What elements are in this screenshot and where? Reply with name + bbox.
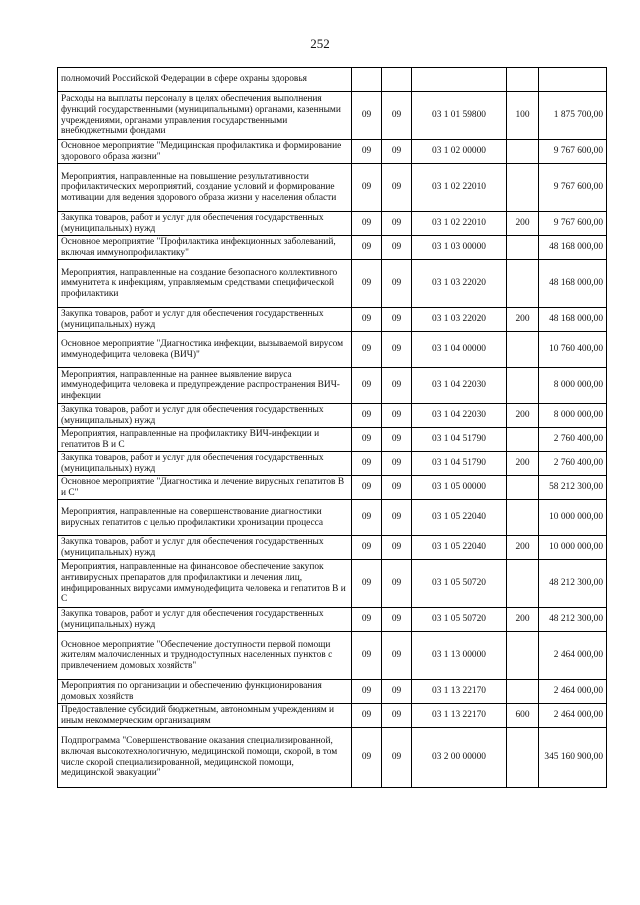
subsection-code-cell: 09 bbox=[382, 260, 412, 308]
amount-cell: 8 000 000,00 bbox=[539, 368, 607, 404]
table-row bbox=[58, 140, 607, 164]
section-code-cell: 09 bbox=[352, 704, 382, 728]
subsection-code-cell: 09 bbox=[382, 164, 412, 212]
subsection-code-cell: 09 bbox=[382, 236, 412, 260]
target-article-cell: 03 1 04 51790 bbox=[412, 428, 507, 452]
target-article-cell: 03 1 03 22020 bbox=[412, 260, 507, 308]
expense-name-cell: Мероприятия по организации и обеспечению функционирования домовых хозяйств bbox=[58, 680, 352, 704]
expense-type-cell: 200 bbox=[507, 308, 539, 332]
expense-type-cell bbox=[507, 68, 539, 92]
amount-cell: 9 767 600,00 bbox=[539, 140, 607, 164]
subsection-code-cell: 09 bbox=[382, 728, 412, 788]
amount-cell: 9 767 600,00 bbox=[539, 164, 607, 212]
expense-name-cell: Закупка товаров, работ и услуг для обеспечения государственных (муниципальных) нужд bbox=[58, 212, 352, 236]
table-row bbox=[58, 452, 607, 476]
expense-name-cell: Закупка товаров, работ и услуг для обеспечения государственных (муниципальных) нужд bbox=[58, 404, 352, 428]
table-row bbox=[58, 500, 607, 536]
table-row bbox=[58, 260, 607, 308]
expense-name-cell: Основное мероприятие "Диагностика и лечение вирусных гепатитов В и С" bbox=[58, 476, 352, 500]
table-row bbox=[58, 536, 607, 560]
expense-type-cell bbox=[507, 260, 539, 308]
expense-name-cell: Основное мероприятие "Обеспечение доступности первой помощи жителям малочисленных и труднодоступных населенных пунктов с привлечением домовых хозяйств" bbox=[58, 632, 352, 680]
subsection-code-cell: 09 bbox=[382, 332, 412, 368]
target-article-cell: 03 1 04 00000 bbox=[412, 332, 507, 368]
table-row bbox=[58, 212, 607, 236]
subsection-code-cell: 09 bbox=[382, 704, 412, 728]
expense-type-cell bbox=[507, 632, 539, 680]
subsection-code-cell: 09 bbox=[382, 452, 412, 476]
section-code-cell: 09 bbox=[352, 608, 382, 632]
subsection-code-cell: 09 bbox=[382, 680, 412, 704]
expense-name-cell: Мероприятия, направленные на повышение результативности профилактических мероприятий, создание условий и формирование мотивации для ведения здорового образа жизни у населения области bbox=[58, 164, 352, 212]
target-article-cell: 03 1 01 59800 bbox=[412, 92, 507, 140]
table-row bbox=[58, 92, 607, 140]
expense-name-cell: Закупка товаров, работ и услуг для обеспечения государственных (муниципальных) нужд bbox=[58, 308, 352, 332]
amount-cell: 48 168 000,00 bbox=[539, 260, 607, 308]
target-article-cell: 03 1 02 22010 bbox=[412, 164, 507, 212]
subsection-code-cell: 09 bbox=[382, 368, 412, 404]
expense-type-cell: 600 bbox=[507, 704, 539, 728]
target-article-cell: 03 1 04 22030 bbox=[412, 404, 507, 428]
expense-name-cell: Мероприятия, направленные на профилактику ВИЧ-инфекции и гепатитов В и С bbox=[58, 428, 352, 452]
section-code-cell: 09 bbox=[352, 404, 382, 428]
expense-type-cell: 200 bbox=[507, 404, 539, 428]
table-row bbox=[58, 236, 607, 260]
subsection-code-cell: 09 bbox=[382, 560, 412, 608]
expense-type-cell bbox=[507, 560, 539, 608]
expense-type-cell bbox=[507, 680, 539, 704]
expense-type-cell bbox=[507, 368, 539, 404]
expense-type-cell bbox=[507, 728, 539, 788]
amount-cell: 2 464 000,00 bbox=[539, 680, 607, 704]
expense-type-cell: 200 bbox=[507, 212, 539, 236]
subsection-code-cell: 09 bbox=[382, 632, 412, 680]
table-row bbox=[58, 680, 607, 704]
expense-type-cell bbox=[507, 476, 539, 500]
amount-cell bbox=[539, 68, 607, 92]
table-row bbox=[58, 476, 607, 500]
expense-name-cell: Закупка товаров, работ и услуг для обеспечения государственных (муниципальных) нужд bbox=[58, 536, 352, 560]
expense-name-cell: Мероприятия, направленные на финансовое обеспечение закупок антивирусных препаратов для профилактики и лечения лиц, инфицированных вирусами иммунодефицита человека и гепатитов В и С bbox=[58, 560, 352, 608]
expense-type-cell bbox=[507, 500, 539, 536]
subsection-code-cell: 09 bbox=[382, 404, 412, 428]
expense-name-cell: Основное мероприятие "Диагностика инфекции, вызываемой вирусом иммунодефицита человека (ВИЧ)" bbox=[58, 332, 352, 368]
table-row bbox=[58, 704, 607, 728]
subsection-code-cell: 09 bbox=[382, 92, 412, 140]
budget-table-body bbox=[58, 68, 607, 788]
section-code-cell: 09 bbox=[352, 680, 382, 704]
amount-cell: 10 000 000,00 bbox=[539, 536, 607, 560]
expense-name-cell: Подпрограмма "Совершенствование оказания специализированной, включая высокотехнологичную, медицинской помощи, скорой, в том числе скорой специализированной, медицинской помощи, медицинской эвакуации" bbox=[58, 728, 352, 788]
expense-name-cell: Закупка товаров, работ и услуг для обеспечения государственных (муниципальных) нужд bbox=[58, 452, 352, 476]
expense-name-cell: Предоставление субсидий бюджетным, автономным учреждениям и иным некоммерческим организациям bbox=[58, 704, 352, 728]
target-article-cell bbox=[412, 68, 507, 92]
subsection-code-cell: 09 bbox=[382, 500, 412, 536]
expense-type-cell bbox=[507, 164, 539, 212]
expense-type-cell: 200 bbox=[507, 452, 539, 476]
table-row bbox=[58, 332, 607, 368]
table-row bbox=[58, 428, 607, 452]
expense-type-cell bbox=[507, 428, 539, 452]
amount-cell: 10 000 000,00 bbox=[539, 500, 607, 536]
amount-cell: 2 760 400,00 bbox=[539, 452, 607, 476]
target-article-cell: 03 1 05 50720 bbox=[412, 560, 507, 608]
amount-cell: 8 000 000,00 bbox=[539, 404, 607, 428]
amount-cell: 1 875 700,00 bbox=[539, 92, 607, 140]
amount-cell: 2 464 000,00 bbox=[539, 632, 607, 680]
section-code-cell: 09 bbox=[352, 332, 382, 368]
section-code-cell bbox=[352, 68, 382, 92]
table-row bbox=[58, 164, 607, 212]
section-code-cell: 09 bbox=[352, 632, 382, 680]
table-row bbox=[58, 728, 607, 788]
page-number: 252 bbox=[310, 36, 330, 51]
amount-cell: 48 168 000,00 bbox=[539, 308, 607, 332]
table-row bbox=[58, 68, 607, 92]
table-row bbox=[58, 560, 607, 608]
section-code-cell: 09 bbox=[352, 536, 382, 560]
amount-cell: 9 767 600,00 bbox=[539, 212, 607, 236]
subsection-code-cell: 09 bbox=[382, 428, 412, 452]
expense-name-cell: Основное мероприятие "Профилактика инфекционных заболеваний, включая иммунопрофилактику" bbox=[58, 236, 352, 260]
target-article-cell: 03 1 05 00000 bbox=[412, 476, 507, 500]
section-code-cell: 09 bbox=[352, 368, 382, 404]
section-code-cell: 09 bbox=[352, 260, 382, 308]
subsection-code-cell: 09 bbox=[382, 212, 412, 236]
subsection-code-cell: 09 bbox=[382, 608, 412, 632]
expense-type-cell bbox=[507, 140, 539, 164]
target-article-cell: 03 1 03 00000 bbox=[412, 236, 507, 260]
expense-name-cell: Мероприятия, направленные на раннее выявление вируса иммунодефицита человека и предупреждение распространения ВИЧ-инфекции bbox=[58, 368, 352, 404]
section-code-cell: 09 bbox=[352, 308, 382, 332]
expense-type-cell bbox=[507, 332, 539, 368]
subsection-code-cell bbox=[382, 68, 412, 92]
expense-type-cell: 200 bbox=[507, 536, 539, 560]
section-code-cell: 09 bbox=[352, 476, 382, 500]
budget-table bbox=[57, 67, 607, 788]
target-article-cell: 03 1 02 22010 bbox=[412, 212, 507, 236]
section-code-cell: 09 bbox=[352, 500, 382, 536]
expense-type-cell: 200 bbox=[507, 608, 539, 632]
table-row bbox=[58, 404, 607, 428]
target-article-cell: 03 2 00 00000 bbox=[412, 728, 507, 788]
target-article-cell: 03 1 13 22170 bbox=[412, 680, 507, 704]
expense-name-cell: полномочий Российской Федерации в сфере охраны здоровья bbox=[58, 68, 352, 92]
target-article-cell: 03 1 05 50720 bbox=[412, 608, 507, 632]
expense-name-cell: Мероприятия, направленные на совершенствование диагностики вирусных гепатитов с целью профилактики хронизации процесса bbox=[58, 500, 352, 536]
expense-name-cell: Закупка товаров, работ и услуг для обеспечения государственных (муниципальных) нужд bbox=[58, 608, 352, 632]
subsection-code-cell: 09 bbox=[382, 140, 412, 164]
expense-type-cell bbox=[507, 236, 539, 260]
section-code-cell: 09 bbox=[352, 728, 382, 788]
expense-name-cell: Расходы на выплаты персоналу в целях обеспечения выполнения функций государственными (муниципальными) органами, казенными учреждениями, органами управления государственными внебюджетными фондами bbox=[58, 92, 352, 140]
target-article-cell: 03 1 04 51790 bbox=[412, 452, 507, 476]
amount-cell: 2 760 400,00 bbox=[539, 428, 607, 452]
section-code-cell: 09 bbox=[352, 140, 382, 164]
table-row bbox=[58, 608, 607, 632]
target-article-cell: 03 1 04 22030 bbox=[412, 368, 507, 404]
section-code-cell: 09 bbox=[352, 560, 382, 608]
table-row bbox=[58, 368, 607, 404]
amount-cell: 48 168 000,00 bbox=[539, 236, 607, 260]
amount-cell: 345 160 900,00 bbox=[539, 728, 607, 788]
section-code-cell: 09 bbox=[352, 452, 382, 476]
section-code-cell: 09 bbox=[352, 236, 382, 260]
target-article-cell: 03 1 13 00000 bbox=[412, 632, 507, 680]
amount-cell: 58 212 300,00 bbox=[539, 476, 607, 500]
section-code-cell: 09 bbox=[352, 164, 382, 212]
subsection-code-cell: 09 bbox=[382, 308, 412, 332]
table-row bbox=[58, 308, 607, 332]
section-code-cell: 09 bbox=[352, 212, 382, 236]
target-article-cell: 03 1 02 00000 bbox=[412, 140, 507, 164]
target-article-cell: 03 1 03 22020 bbox=[412, 308, 507, 332]
expense-name-cell: Мероприятия, направленные на создание безопасного коллективного иммунитета к инфекциям, управляемым средствами специфической профилактики bbox=[58, 260, 352, 308]
target-article-cell: 03 1 05 22040 bbox=[412, 500, 507, 536]
amount-cell: 2 464 000,00 bbox=[539, 704, 607, 728]
target-article-cell: 03 1 05 22040 bbox=[412, 536, 507, 560]
amount-cell: 48 212 300,00 bbox=[539, 560, 607, 608]
section-code-cell: 09 bbox=[352, 428, 382, 452]
target-article-cell: 03 1 13 22170 bbox=[412, 704, 507, 728]
amount-cell: 48 212 300,00 bbox=[539, 608, 607, 632]
table-row bbox=[58, 632, 607, 680]
expense-type-cell: 100 bbox=[507, 92, 539, 140]
amount-cell: 10 760 400,00 bbox=[539, 332, 607, 368]
expense-name-cell: Основное мероприятие "Медицинская профилактика и формирование здорового образа жизни" bbox=[58, 140, 352, 164]
subsection-code-cell: 09 bbox=[382, 536, 412, 560]
section-code-cell: 09 bbox=[352, 92, 382, 140]
subsection-code-cell: 09 bbox=[382, 476, 412, 500]
